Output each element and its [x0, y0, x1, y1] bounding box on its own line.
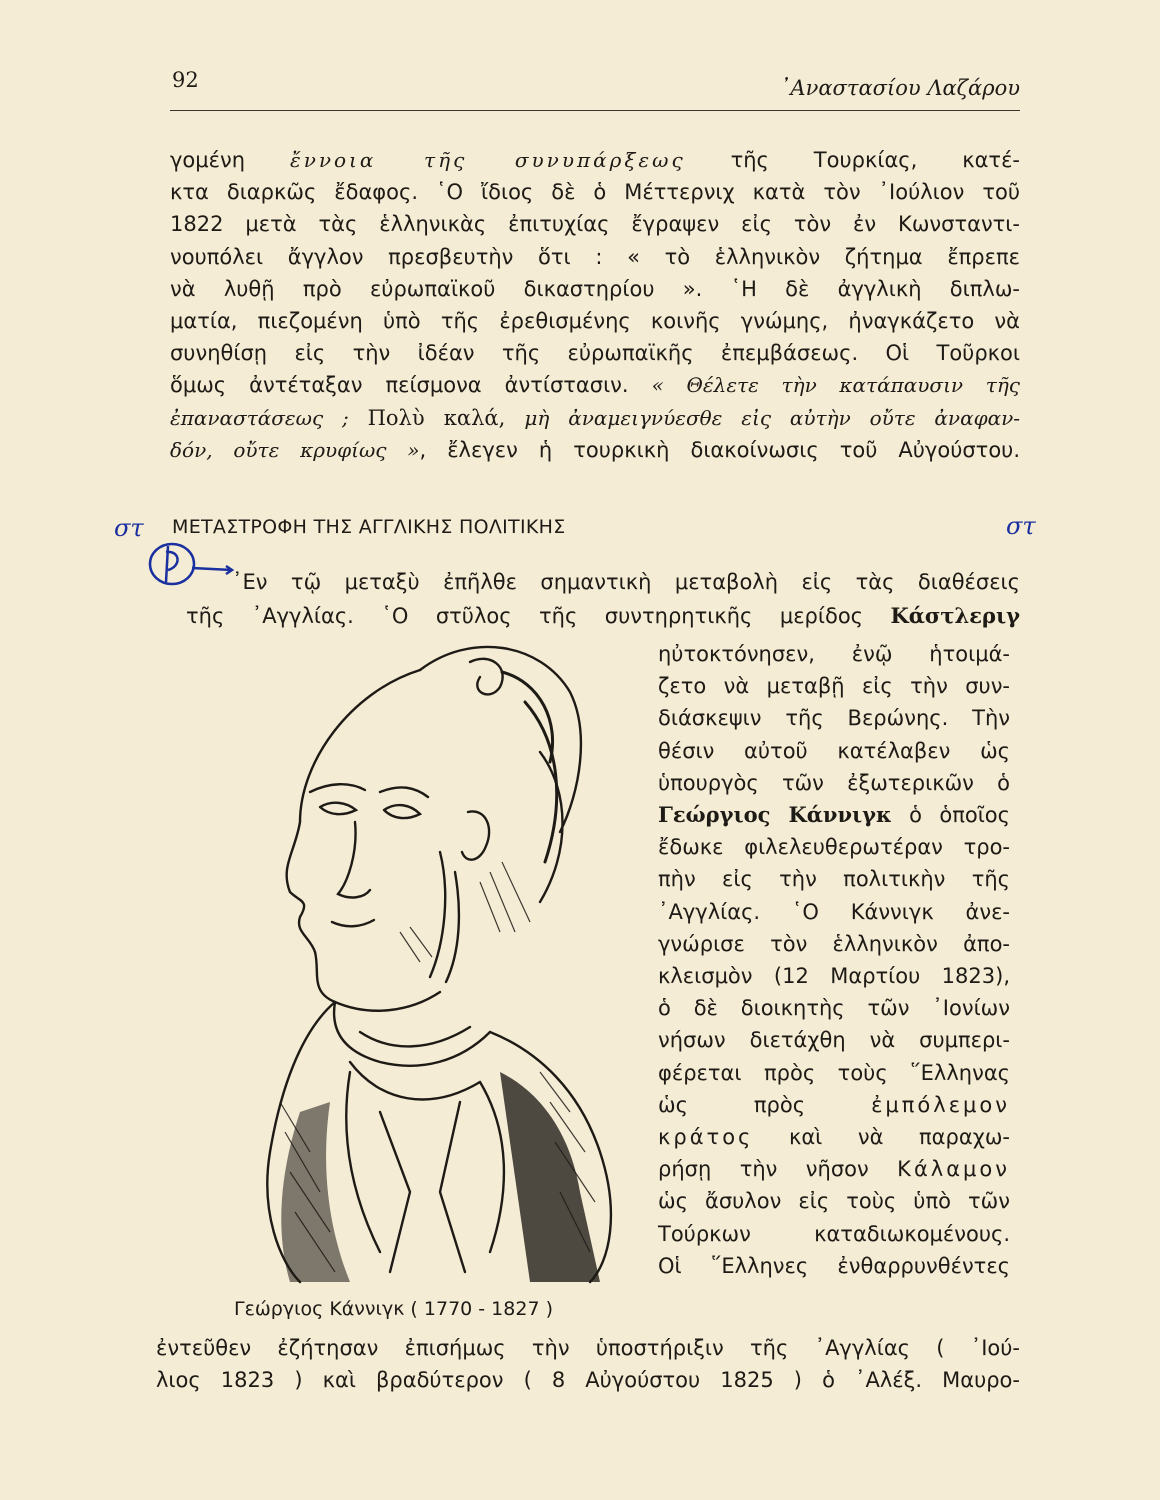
text-line: ὡς ἄσυλον εἰς τοὺς ὑπὸ τῶν	[658, 1189, 1010, 1214]
page-number: 92	[172, 68, 199, 92]
text-line: ᾽Εν τῷ μεταξὺ ἐπῆλθε σημαντικὴ μεταβολὴ εἰς τὰς διαθέσεις	[232, 570, 1020, 594]
text-line: ἐντεῦθεν ἐζήτησαν ἐπισήμως τὴν ὑποστήριξιν τῆς ᾽Αγγλίας ( ᾽Ιού-	[156, 1336, 1020, 1360]
running-head: ᾽Αναστασίου Λαζάρου	[779, 76, 1020, 100]
text-line: ρήσῃ τὴν νῆσον Κάλαμον	[658, 1157, 1010, 1182]
paragraph-2	[188, 566, 1020, 598]
text-line: δόν, οὔτε κρυφίως », ἔλεγεν ἡ τουρκικὴ διακοίνωσις τοῦ Αὐγούστου.	[170, 437, 1020, 462]
page-header	[170, 66, 1020, 111]
text-line: πὴν εἰς τὴν πολιτικὴν τῆς	[658, 867, 1010, 892]
text-line: ἔδωκε φιλελευθερωτέραν τρο-	[658, 835, 1010, 860]
text-line: νὰ λυθῇ πρὸ εὐρωπαϊκοῦ δικαστηρίου ». ῾Η δὲ ἀγγλικὴ διπλω-	[170, 276, 1020, 301]
text-line: Οἱ ῞Ελληνες ἐνθαρρυνθέντες	[658, 1253, 1010, 1278]
margin-note-left: στ	[114, 514, 144, 542]
text-line: ζετο νὰ μεταβῇ εἰς τὴν συν-	[658, 674, 1010, 699]
text-line: συνηθίσῃ εἰς τὴν ἰδέαν τῆς εὐρωπαϊκῆς ἐπεμβάσεως. Οἱ Τοῦρκοι	[170, 341, 1020, 366]
text-line: γομένη ἔννοια τῆς συνυπάρξεως τῆς Τουρκίας, κατέ-	[170, 148, 1021, 172]
text-line: λιος 1823 ) καὶ βραδύτερον ( 8 Αὐγούστου 1825 ) ὁ ᾽Αλέξ. Μαυρο-	[156, 1368, 1020, 1393]
text-line: Γεώργιος Κάννιγκ ὁ ὁποῖος	[658, 802, 1010, 828]
text-line: ηὐτοκτόνησεν, ἐνῷ ἡτοιμά-	[658, 642, 1010, 666]
portrait-caption: Γεώργιος Κάννιγκ ( 1770 - 1827 )	[234, 1298, 553, 1320]
text-line: ὑπουργὸς τῶν ἐξωτερικῶν ὁ	[658, 770, 1010, 795]
text-line: νουπόλει ἄγγλον πρεσβευτὴν ὅτι : « τὸ ἑλληνικὸν ζήτημα ἔπρεπε	[170, 244, 1020, 269]
paragraph-1	[170, 144, 1020, 466]
text-line: ὅμως ἀντέταξαν πείσμονα ἀντίστασιν. « Θέλετε τὴν κατάπαυσιν τῆς	[170, 373, 1020, 398]
text-line: νήσων διετάχθη νὰ συμπερι-	[658, 1028, 1010, 1053]
text-line: 1822 μετὰ τὰς ἑλληνικὰς ἐπιτυχίας ἔγραψεν εἰς τὸν ἐν Κωνσταντι-	[170, 212, 1020, 237]
text-column-right	[658, 638, 1010, 1282]
text-line: διάσκεψιν τῆς Βερώνης. Τὴν	[658, 706, 1010, 731]
text-line: ἐπαναστάσεως ; Πολὺ καλά, μὴ ἀναμειγνύεσθε εἰς αὐτὴν οὔτε ἀναφαν-	[170, 405, 1021, 430]
margin-note-right: στ	[1006, 512, 1036, 540]
paragraph-2-continued	[186, 600, 1020, 632]
text-line: γνώρισε τὸν ἑλληνικὸν ἀπο-	[658, 931, 1010, 956]
text-line: κράτος καὶ νὰ παραχω-	[658, 1125, 1010, 1150]
text-line: ὡς πρὸς ἐμπόλεμον	[658, 1092, 1010, 1117]
text-line: θέσιν αὐτοῦ κατέλαβεν ὡς	[658, 738, 1010, 763]
portrait-illustration	[240, 632, 640, 1292]
text-line: φέρεται πρὸς τοὺς ῞Ελληνας	[658, 1060, 1010, 1085]
text-line: κτα διαρκῶς ἔδαφος. ῾Ο ἴδιος δὲ ὁ Μέττερνιχ κατὰ τὸν ᾽Ιούλιον τοῦ	[170, 180, 1020, 205]
text-line: ᾽Αγγλίας. ῾Ο Κάννιγκ ἀνε-	[658, 899, 1010, 924]
text-line: Τούρκων καταδιωκομένους.	[658, 1221, 1010, 1246]
text-line: ματία, πιεζομένη ὑπὸ τῆς ἐρεθισμένης κοινῆς γνώμης, ἠναγκάζετο νὰ	[170, 309, 1020, 334]
text-line: τῆς ᾽Αγγλίας. ῾Ο στῦλος τῆς συντηρητικῆς μερίδος Κάστλεριγ	[186, 603, 1020, 628]
paragraph-3	[156, 1332, 1020, 1396]
text-line: ὁ δὲ διοικητὴς τῶν ᾽Ιονίων	[658, 996, 1010, 1021]
section-heading: ΜΕΤΑΣΤΡΟΦΗ ΤΗΣ ΑΓΓΛΙΚΗΣ ΠΟΛΙΤΙΚΗΣ	[172, 516, 566, 538]
text-line: κλεισμὸν (12 Μαρτίου 1823),	[658, 964, 1010, 989]
